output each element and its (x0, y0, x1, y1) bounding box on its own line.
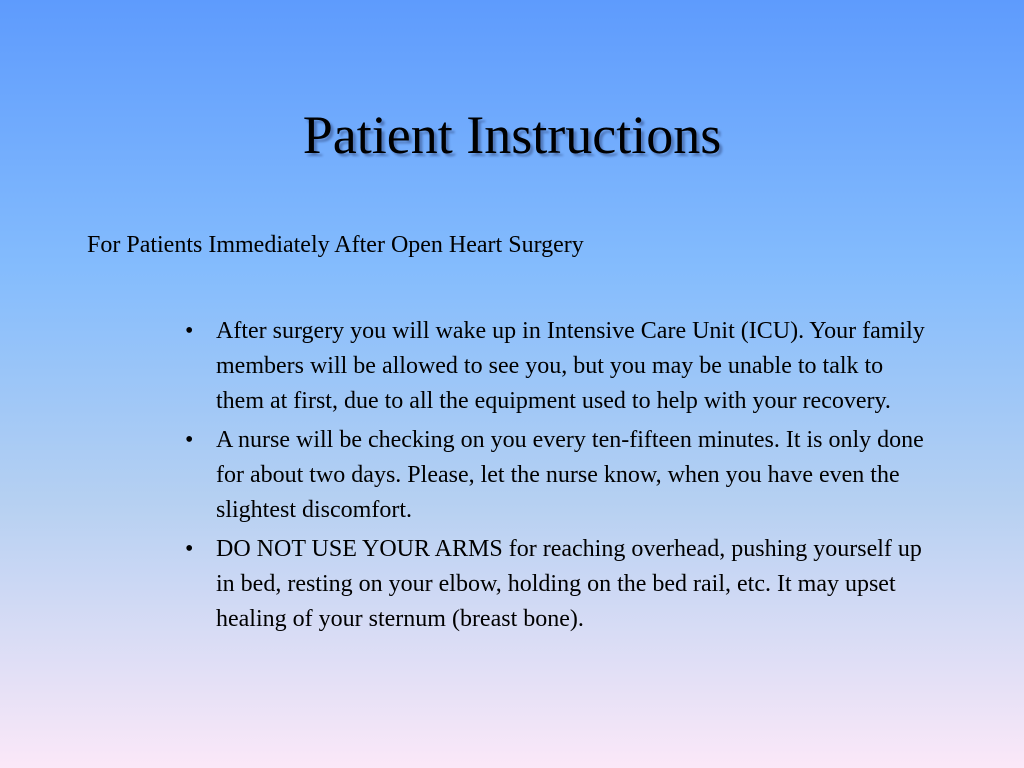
bullet-text: A nurse will be checking on you every ten-fifteen minutes. It is only done for about two days. Please, let the nurse know, when you have even the slightest discomfort. (216, 427, 924, 523)
bullet-text: After surgery you will wake up in Intensive Care Unit (ICU). Your family members will be allowed to see you, but you may be unable to talk to them at first, due to all the equipment used to help with your recovery. (216, 318, 925, 414)
bullet-list (185, 314, 935, 641)
bullet-text: DO NOT USE YOUR ARMS for reaching overhead, pushing yourself up in bed, resting on your elbow, holding on the bed rail, etc. It may upset healing of your sternum (breast bone). (216, 536, 922, 632)
bullet-marker: • (185, 427, 194, 453)
bullet-marker: • (185, 318, 194, 344)
slide-title: Patient Instructions (302, 105, 722, 165)
bullet-item (185, 423, 935, 528)
bullet-item (185, 314, 935, 419)
slide-subtitle: For Patients Immediately After Open Heart Surgery (87, 232, 584, 258)
bullet-marker: • (185, 536, 194, 562)
bullet-item (185, 532, 935, 637)
